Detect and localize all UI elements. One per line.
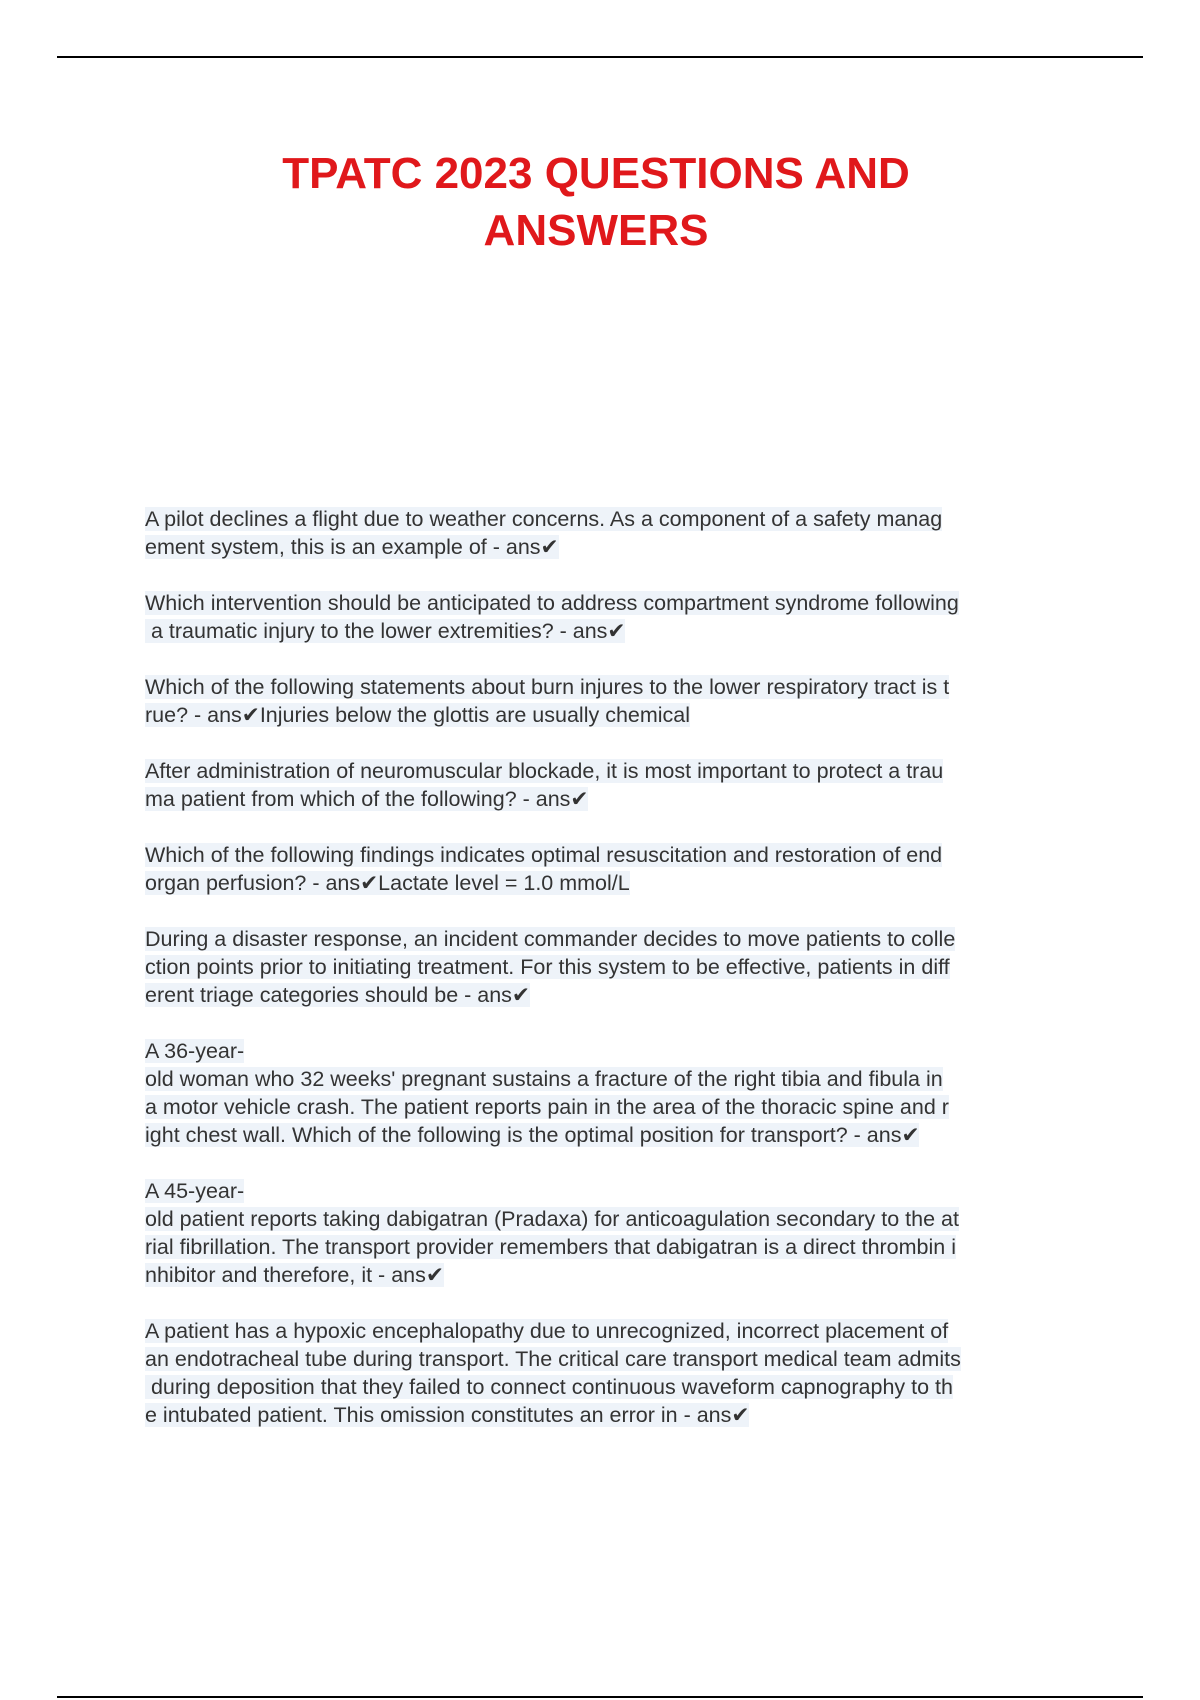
question-text: During a disaster response, an incident commander decides to move patients to colle: [145, 927, 956, 951]
question-text-line: [145, 1037, 1090, 1065]
document-title: [200, 145, 992, 259]
question-text-line: [145, 925, 1090, 953]
question-text-line: [145, 589, 1090, 617]
question-text: a traumatic injury to the lower extremities? - ans✔: [145, 619, 626, 643]
title-line-2: ANSWERS: [483, 206, 709, 255]
question-item: [145, 1317, 1090, 1429]
question-text-line: [145, 785, 1090, 813]
question-item: [145, 589, 1090, 645]
question-text-line: [145, 1345, 1090, 1373]
question-text-line: [145, 673, 1090, 701]
question-text-line: [145, 757, 1090, 785]
question-text-line: [145, 1093, 1090, 1121]
question-text-line: [145, 841, 1090, 869]
question-text-line: [145, 981, 1090, 1009]
question-text-line: [145, 1317, 1090, 1345]
question-text: rial fibrillation. The transport provider remembers that dabigatran is a direct thrombin i: [145, 1235, 956, 1259]
question-text: ma patient from which of the following? - ans✔: [145, 787, 589, 811]
question-text-line: [145, 869, 1090, 897]
question-text: nhibitor and therefore, it - ans✔: [145, 1263, 444, 1287]
question-text: ight chest wall. Which of the following is the optimal position for transport? - ans✔: [145, 1123, 920, 1147]
question-text: a motor vehicle crash. The patient reports pain in the area of the thoracic spine and r: [145, 1095, 949, 1119]
question-text: After administration of neuromuscular blockade, it is most important to protect a trau: [145, 759, 944, 783]
question-text-line: [145, 1177, 1090, 1205]
top-divider: [57, 56, 1143, 58]
question-item: [145, 1037, 1090, 1149]
question-text-line: [145, 1373, 1090, 1401]
question-text: A pilot declines a flight due to weather concerns. As a component of a safety manag: [145, 507, 943, 531]
question-text: old woman who 32 weeks' pregnant sustains a fracture of the right tibia and fibula in: [145, 1067, 943, 1091]
question-text-line: [145, 1065, 1090, 1093]
question-text-line: [145, 1233, 1090, 1261]
question-item: [145, 1177, 1090, 1289]
question-text: Which of the following statements about burn injures to the lower respiratory tract is t: [145, 675, 950, 699]
question-text: e intubated patient. This omission constitutes an error in - ans✔: [145, 1403, 750, 1427]
question-item: [145, 925, 1090, 1009]
question-text-line: [145, 533, 1090, 561]
title-line-1: TPATC 2023 QUESTIONS AND: [282, 149, 910, 198]
question-text: Which of the following findings indicates optimal resuscitation and restoration of end: [145, 843, 943, 867]
question-item: [145, 757, 1090, 813]
question-text-line: [145, 953, 1090, 981]
question-text-line: [145, 505, 1090, 533]
question-text: rue? - ans✔Injuries below the glottis are usually chemical: [145, 703, 691, 727]
question-text: A patient has a hypoxic encephalopathy due to unrecognized, incorrect placement of: [145, 1319, 949, 1343]
question-text-line: [145, 1261, 1090, 1289]
question-text-line: [145, 1121, 1090, 1149]
question-text-line: [145, 1205, 1090, 1233]
question-text: during deposition that they failed to connect continuous waveform capnography to th: [145, 1375, 953, 1399]
bottom-divider: [57, 1696, 1143, 1698]
question-text: ction points prior to initiating treatment. For this system to be effective, patients in diff: [145, 955, 950, 979]
question-list: [145, 505, 1090, 1457]
question-text: an endotracheal tube during transport. The critical care transport medical team admits: [145, 1347, 961, 1371]
question-item: [145, 505, 1090, 561]
question-item: [145, 673, 1090, 729]
question-text: organ perfusion? - ans✔Lactate level = 1.0 mmol/L: [145, 871, 630, 895]
question-text: erent triage categories should be - ans✔: [145, 983, 530, 1007]
question-text: ement system, this is an example of - ans✔: [145, 535, 559, 559]
question-text: A 36-year-: [145, 1039, 245, 1063]
question-text-line: [145, 701, 1090, 729]
question-text-line: [145, 617, 1090, 645]
question-text: old patient reports taking dabigatran (Pradaxa) for anticoagulation secondary to the at: [145, 1207, 959, 1231]
question-text: Which intervention should be anticipated to address compartment syndrome following: [145, 591, 959, 615]
question-text-line: [145, 1401, 1090, 1429]
question-item: [145, 841, 1090, 897]
question-text: A 45-year-: [145, 1179, 245, 1203]
